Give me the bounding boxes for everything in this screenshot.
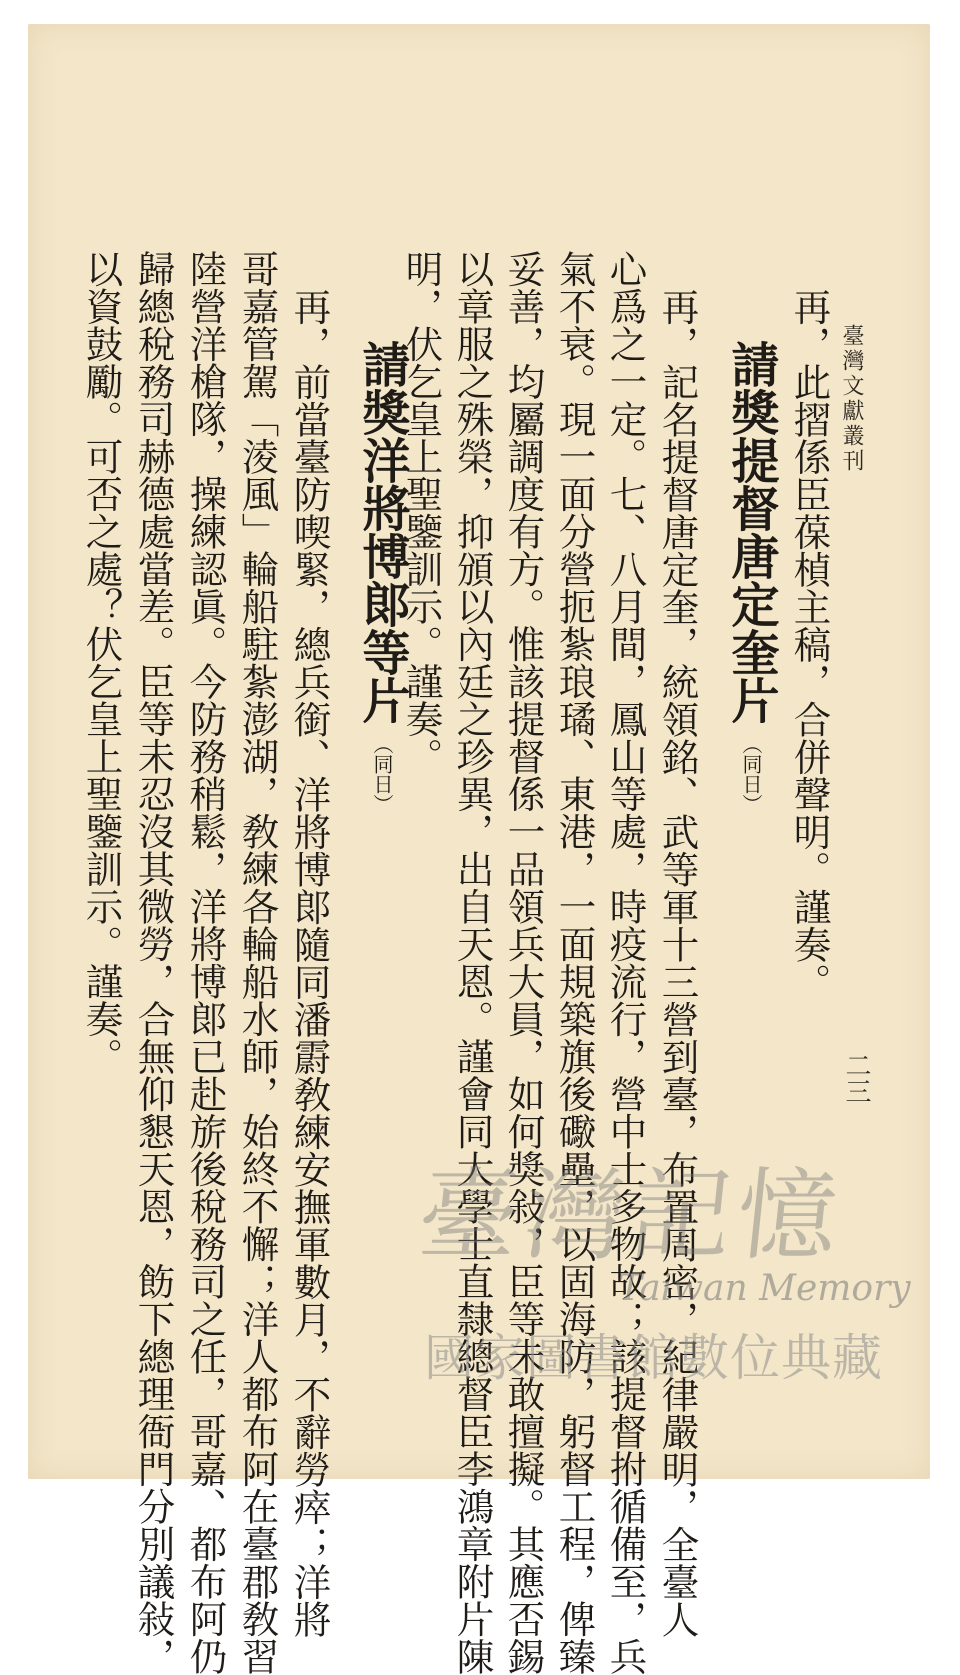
text-column: 心爲之一定。七、八月間，鳳山等處，時疫流行，營中士多物故；該提督拊循備至，兵 xyxy=(603,250,648,1675)
page-number: 二三 xyxy=(841,1052,871,1104)
text-column: 以資鼓勵。可否之處？伏乞皇上聖鑒訓示。謹奏。 xyxy=(79,250,124,1075)
section-title-bolang xyxy=(354,340,410,814)
taiwan-memory-english-watermark: Taiwan Memory xyxy=(618,1268,911,1309)
text-column: 再，此摺係臣葆楨主稿，合併聲明。謹奏。 xyxy=(787,288,832,1001)
taiwan-memory-watermark: 臺灣記憶 xyxy=(412,1157,850,1274)
text-column: 歸總稅務司赫德處當差。臣等未忍沒其微勞，合無仰懇天恩，飭下總理衙門分別議敍， xyxy=(131,250,176,1675)
text-column: 明，伏乞皇上聖鑒訓示。謹奏。 xyxy=(399,250,444,775)
national-library-watermark: 國家圖書館數位典藏 xyxy=(424,1329,883,1387)
text-column: 氣不衰。現一面分營扼紮琅璚、東港，一面規築旗後礮壘，以固海防，躬督工程，俾臻 xyxy=(552,250,597,1675)
section-title-tang xyxy=(723,340,779,814)
text-column: 陸營洋槍隊，操練認眞。今防務稍鬆，洋將博郞已赴旂後稅務司之任，哥嘉、都布阿仍 xyxy=(183,250,228,1675)
text-column: 再，前當臺防喫緊，總兵銜、洋將博郞隨同潘霨敎練安撫軍數月，不辭勞瘁；洋將 xyxy=(287,288,332,1638)
text-column: 妥善，均屬調度有方。惟該提督係一品領兵大員，如何獎敍，臣等未敢擅擬。其應否錫 xyxy=(501,250,546,1675)
section-title-text: 請獎洋將博郞等片 xyxy=(354,340,410,724)
date-note: （同日） xyxy=(370,734,394,814)
text-column: 哥嘉管駕「淩風」輪船駐紮澎湖，敎練各輪船水師，始終不懈；洋人都布阿在臺郡敎習 xyxy=(235,250,280,1675)
running-head: 臺灣文獻叢刊 xyxy=(839,324,864,474)
text-column: 以章服之殊榮，抑頒以內廷之珍異，出自天恩。謹會同大學士直隸總督臣李鴻章附片陳 xyxy=(450,250,495,1675)
text-column: 再，記名提督唐定奎，統領銘、武等軍十三營到臺，布置周密，紀律嚴明，全臺人 xyxy=(655,288,700,1638)
section-title-text: 請獎提督唐定奎片 xyxy=(723,340,779,724)
date-note: （同日） xyxy=(739,734,763,814)
